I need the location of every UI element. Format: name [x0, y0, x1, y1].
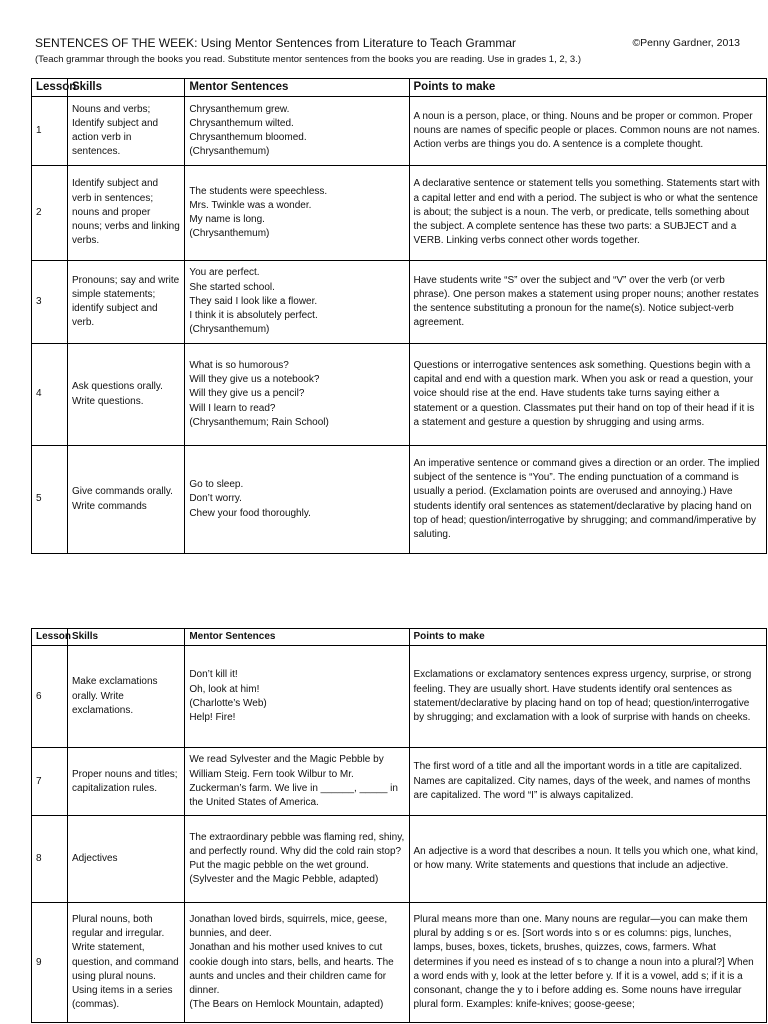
mentor-sentence-line: My name is long. [189, 214, 265, 225]
table-row [32, 816, 767, 903]
mentor-sentence-line: We read Sylvester and the Magic Pebble by William Steig. Fern took Wilbur to Mr. Zuckerman’s farm. We live in ______, _____ in the United States of America. [189, 754, 398, 808]
table-row [32, 97, 767, 166]
table-header-row [32, 629, 767, 646]
lessons-table-1 [31, 78, 767, 554]
points-to-make-cell: The first word of a title and all the important words in a title are capitalized. Names are capitalized. City names, days of the week, and names of months are capitalized. The word “I” is always capitalized. [409, 748, 766, 816]
lesson-number: 2 [32, 166, 68, 261]
lesson-number: 6 [32, 646, 68, 748]
mentor-sentence-line: The extraordinary pebble was flaming red, shiny, and perfectly round. Why did the cold rain stop? Put the magic pebble on the wet ground. (Sylvester and the Magic Pebble, adapted) [189, 831, 405, 886]
points-to-make-cell: A declarative sentence or statement tells you something. Statements start with a capital letter and end with a period. The subject is who or what the sentence is about; the subject is a noun. The verb, or predicate, tells something about the subject. A complete sentence has these two parts: a SUBJECT and a VERB. Linking verbs connect other words together. [409, 166, 766, 261]
table-row [32, 646, 767, 748]
mentor-sentence-line: Go to sleep. [189, 479, 244, 491]
mentor-sentences-cell [185, 344, 409, 446]
skills-cell: Pronouns; say and write simple statements; identify subject and verb. [67, 261, 184, 344]
mentor-sentence-line: Jonathan loved birds, squirrels, mice, geese, bunnies, and deer. [189, 913, 388, 940]
mentor-sentences-cell [185, 261, 409, 344]
skills-cell: Ask questions orally. Write questions. [67, 344, 184, 446]
mentor-sentence-line: You are perfect. [189, 267, 260, 279]
header-lesson: Lesson [32, 79, 68, 97]
mentor-sentence-line: (The Bears on Hemlock Mountain, adapted) [189, 999, 384, 1011]
document-title [35, 36, 740, 50]
skills-cell: Proper nouns and titles; capitalization rules. [67, 748, 184, 816]
header-skills: Skills [67, 629, 184, 646]
table-row [32, 344, 767, 446]
skills-cell: Adjectives [67, 816, 184, 903]
lesson-number: 5 [32, 446, 68, 554]
table-row [32, 166, 767, 261]
header-skills: Skills [67, 79, 184, 97]
table-row [32, 903, 767, 1023]
points-to-make-cell: Have students write “S” over the subject and “V” over the verb (or verb phrase). One person makes a statement using proper nouns; another restates the sentence substituting a pronoun for the name(s). Notice subject-verb agreement. [409, 261, 766, 344]
table-body-2 [32, 646, 767, 1023]
mentor-sentences-cell [185, 646, 409, 748]
header-lesson: Lesson [32, 629, 68, 646]
mentor-sentences-cell [185, 446, 409, 554]
points-to-make-cell: An imperative sentence or command gives a direction or an order. The implied subject of the sentence is “You”. The ending punctuation of a command is usually a period. (Exclamation points are overused and annoying.) Have students identify oral sentences as statement/declarative by placing hand on top of head; question/interrogative by shrugging; and command/imperative by saluting. [409, 446, 766, 554]
mentor-sentences-cell [185, 748, 409, 816]
skills-cell: Plural nouns, both regular and irregular. Write statement, question, and command using plural nouns. Using items in a series (commas). [67, 903, 184, 1023]
table-body-1 [32, 97, 767, 554]
table-row [32, 446, 767, 554]
mentor-sentence-line: (Chrysanthemum) [189, 146, 270, 158]
mentor-sentence-line: Chrysanthemum wilted. [189, 117, 294, 129]
document-subtitle: (Teach grammar through the books you read. Substitute mentor sentences from the books you are reading. Use in grades 1, 2, 3.) [35, 54, 582, 65]
mentor-sentence-line: Don’t kill it! [189, 669, 238, 681]
table-row [32, 748, 767, 816]
mentor-sentence-line: The students were speechless. [189, 185, 328, 197]
lesson-number: 3 [32, 261, 68, 344]
mentor-sentence-line: She started school. [189, 281, 275, 293]
header-points-to-make: Points to make [409, 79, 766, 97]
points-to-make-cell: An adjective is a word that describes a noun. It tells you which one, what kind, or how many. Write statements and questions that include an adjective. [409, 816, 766, 903]
header-points-to-make: Points to make [409, 629, 766, 646]
skills-cell: Identify subject and verb in sentences; nouns and proper nouns; verbs and linking verbs. [67, 166, 184, 261]
mentor-sentence-line: Oh, look at him! [189, 683, 260, 695]
mentor-sentence-line: Chew your food thoroughly. [189, 507, 311, 519]
mentor-sentence-line: Will they give us a notebook? [189, 374, 320, 386]
mentor-sentence-line: Chrysanthemum bloomed. [189, 132, 307, 143]
lessons-table-2 [31, 628, 767, 1023]
mentor-sentence-line: (Chrysanthemum) [189, 228, 270, 240]
copyright: ©Penny Gardner, 2013 [632, 37, 740, 49]
points-to-make-cell: Plural means more than one. Many nouns are regular—you can make them plural by adding s or es. [Sort words into s or es columns: pigs, lunches, lamps, buses, boxes, tickets, brushes, quizzes, cows, farmers. What determines if you need es instead of s to change a noun into a plural?] When a word ends with y, look at the letter before y. If it is a vowel, add s; if it is a consonant, change the y to i before adding es. Some nouns have irregular plural form. Examples: knife-knives; goose-geese; [409, 903, 766, 1023]
mentor-sentence-line: They said I look like a flower. [189, 295, 318, 307]
mentor-sentences-cell [185, 97, 409, 166]
points-to-make-cell: Exclamations or exclamatory sentences express urgency, surprise, or strong feeling. They are usually short. Have students identify oral sentences as statement/declarative by placing hand on top of head; question/interrogative by shrugging; and exclamation with a look of surprise with hands on cheeks. [409, 646, 766, 748]
mentor-sentence-line: (Charlotte’s Web) [189, 697, 267, 709]
lesson-number: 4 [32, 344, 68, 446]
mentor-sentence-line: I think it is absolutely perfect. [189, 310, 318, 322]
mentor-sentence-line: Mrs. Twinkle was a wonder. [189, 199, 312, 211]
table-header-row [32, 79, 767, 97]
table-row [32, 261, 767, 344]
skills-cell: Make exclamations orally. Write exclamations. [67, 646, 184, 748]
lesson-number: 8 [32, 816, 68, 903]
mentor-sentences-cell [185, 903, 409, 1023]
lesson-number: 1 [32, 97, 68, 166]
lesson-number: 7 [32, 748, 68, 816]
title-text: SENTENCES OF THE WEEK: Using Mentor Sentences from Literature to Teach Grammar [35, 36, 517, 50]
points-to-make-cell: Questions or interrogative sentences ask something. Questions begin with a capital and end with a question mark. When you ask or read a question, your voice should rise at the end. Have students take turns saying either a statement or a question. Classmates put their hand on top of their head if it is a statement and gesture a question by shrugging and using arms. [409, 344, 766, 446]
mentor-sentence-line: (Chrysanthemum; Rain School) [189, 416, 329, 428]
mentor-sentences-cell [185, 166, 409, 261]
mentor-sentence-line: Will they give us a pencil? [189, 388, 305, 400]
mentor-sentence-line: Help! Fire! [189, 711, 236, 723]
mentor-sentence-line: Will I learn to read? [189, 402, 276, 414]
mentor-sentence-line: (Chrysanthemum) [189, 324, 270, 336]
mentor-sentences-cell [185, 816, 409, 903]
skills-cell: Nouns and verbs; Identify subject and action verb in sentences. [67, 97, 184, 166]
skills-cell: Give commands orally. Write commands [67, 446, 184, 554]
points-to-make-cell: A noun is a person, place, or thing. Nouns and be proper or common. Proper nouns are names of specific people or places. Common nouns are not names. Action verbs are things you do. A sentence is a complete thought. [409, 97, 766, 166]
header-mentor-sentences: Mentor Sentences [185, 629, 409, 646]
mentor-sentence-line: Jonathan and his mother used knives to cut cookie dough into stars, bells, and hearts. The aunts and uncles and their children came for dinner. [189, 942, 394, 996]
mentor-sentence-line: Don’t worry. [189, 493, 242, 505]
header-mentor-sentences: Mentor Sentences [185, 79, 409, 97]
mentor-sentence-line: What is so humorous? [189, 359, 289, 371]
mentor-sentence-line: Chrysanthemum grew. [189, 103, 290, 115]
lesson-number: 9 [32, 903, 68, 1023]
